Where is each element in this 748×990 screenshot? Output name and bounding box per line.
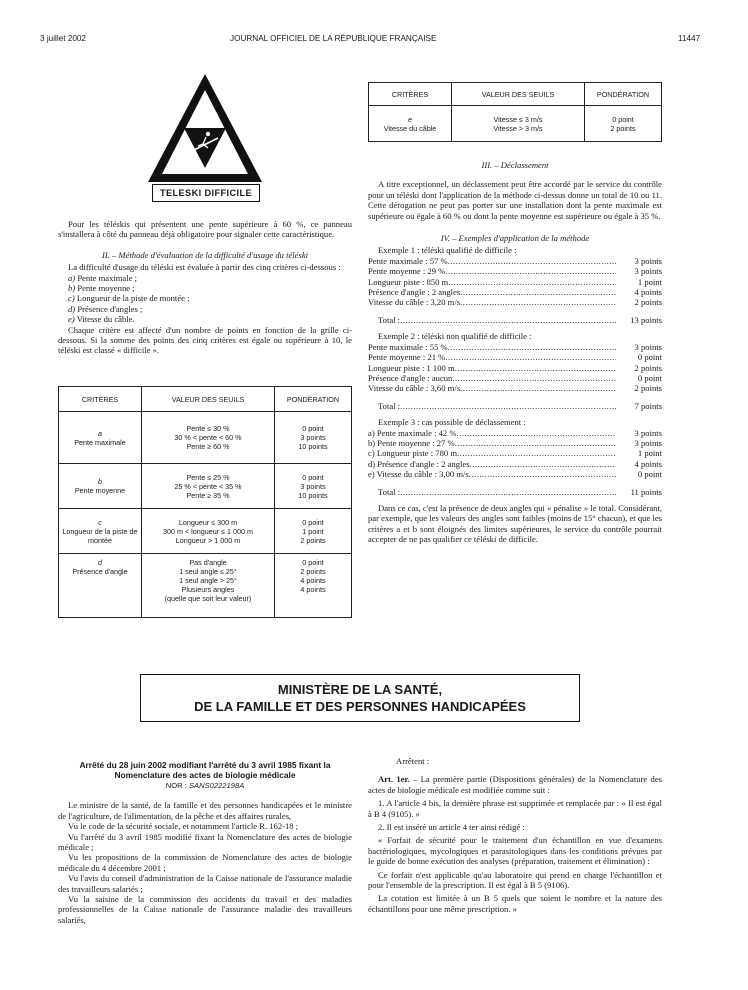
section-2-title: II. – Méthode d'évaluation de la difficulté d'usage du téléski xyxy=(101,249,309,260)
list-item: Longueur piste : 850 m ..... 1 point xyxy=(368,277,662,287)
arrete-paragraph: Vu l'avis du conseil d'administration de la Caisse nationale de l'assurance maladie des travailleurs salariés ; xyxy=(58,873,352,894)
quote-paragraph: « Forfait de sécurité pour le traitement d'un échantillon en vue d'examens bactériologiques, mycologiques et parasitologiques dans les conditions prévues par le guide de bonne exécution des analyses (préparation, traitement et élimination) : xyxy=(368,835,662,867)
example-2 xyxy=(368,331,662,411)
example-3 xyxy=(368,417,662,497)
list-item: d) Présence d'angles ; xyxy=(68,303,143,314)
article-1-item-2: 2. Il est inséré un article 4 ter ainsi rédigé : xyxy=(378,822,525,833)
table-row: b Pente moyenne Pente ≤ 25 % 25 % < pente < 35 % Pente ≥ 35 % 0 point 3 points 10 points xyxy=(59,464,352,509)
example-title: Exemple 1 : téléski qualifié de difficile : xyxy=(378,245,517,256)
list-item: Vitesse du câble : 3,60 m/s ..... 2 points xyxy=(368,383,662,393)
table-row: e Vitesse du câble Vitesse ≤ 3 m/s Vitesse > 3 m/s 0 point 2 points xyxy=(369,106,662,142)
list-item: a) Pente maximale : 42 % ..... 3 points xyxy=(368,428,662,438)
list-item: Pente maximale : 55 % ..... 3 points xyxy=(368,342,662,352)
table-header-row xyxy=(369,83,662,106)
example-1 xyxy=(368,245,662,325)
sign-label: TELESKI DIFFICILE xyxy=(152,184,260,202)
closing-paragraph: Dans ce cas, c'est la présence de deux angles qui « pénalise » le total. Considérant, par exemple, que les valeurs des angles sont faibles (moins de 15° chacun), et que les critères a et b sont éloignés des limites supérieures, le service du contrôle pourrait accepter de ne pas qualifier ce téléski de difficile. xyxy=(368,502,662,545)
criteria-list xyxy=(58,273,352,325)
header-journal: JOURNAL OFFICIEL DE LA RÉPUBLIQUE FRANÇAISE xyxy=(230,34,437,43)
list-item: b) Pente moyenne : 27 % ..... 3 points xyxy=(368,438,662,448)
arrete-left-column xyxy=(58,760,352,925)
total-row: Total : ..... 13 points xyxy=(368,315,662,325)
criteria-table xyxy=(58,386,352,618)
quote-paragraph: La cotation est limitée à un B 5 quels que soient le nombre et la nature des échantillons pour une même prescription. » xyxy=(368,893,662,914)
arrete-paragraph: Vu l'arrêté du 3 avril 1985 modifié fixant la Nomenclature des actes de biologie médicale ; xyxy=(58,831,352,853)
table-row: c Longueur de la piste de montée Longueur ≤ 300 m 300 m < longueur ≤ 1 000 m Longueur > 1 000 m 0 point 1 point 2 points xyxy=(59,509,352,554)
arretent-label: Arrêtent : xyxy=(396,756,430,766)
left-column xyxy=(58,219,352,356)
ministry-title-line-2: DE LA FAMILLE ET DES PERSONNES HANDICAPÉES xyxy=(194,699,526,714)
arrete-paragraph: Vu les propositions de la commission de Nomenclature des actes de biologie médicale du 4 décembre 2001 ; xyxy=(58,852,352,873)
example-title: Exemple 2 : téléski non qualifié de difficile : xyxy=(378,331,532,342)
list-item: Présence d'angle : aucun ..... 0 point xyxy=(368,373,662,383)
quote-paragraph: Ce forfait n'est applicable qu'au laboratoire qui prend en charge l'échantillon et pour l'ensemble de la prescription. Il est égal à B 5 (9106). xyxy=(368,869,662,891)
teleski-sign xyxy=(146,72,264,204)
column-header-weight: PONDÉRATION xyxy=(275,387,352,412)
table-row: a Pente maximale Pente ≤ 30 % 30 % < pente < 60 % Pente ≥ 60 % 0 point 3 points 10 points xyxy=(59,412,352,464)
ministry-title-line-1: MINISTÈRE DE LA SANTÉ, xyxy=(277,682,443,697)
arrete-paragraph: Vu la saisine de la commission des accidents du travail et des maladies professionnelles de la Caisse nationale de l'assurance maladie des travailleurs salariés, xyxy=(58,894,352,925)
total-row: Total : ..... 11 points xyxy=(368,487,662,497)
arrete-title: Arrêté du 28 juin 2002 modifiant l'arrêté du 3 avril 1985 fixant la Nomenclature des actes de biologie médicale xyxy=(79,760,331,780)
column-header-weight: PONDÉRATION xyxy=(585,83,662,106)
list-item: a) Pente maximale ; xyxy=(68,272,137,283)
column-header-threshold: VALEUR DES SEUILS xyxy=(142,387,275,412)
article-1: Art. 1er. – La première partie (Dispositions générales) de la Nomenclature des actes de biologie médicale est modifiée comme suit : xyxy=(368,774,662,795)
column-header-threshold: VALEUR DES SEUILS xyxy=(452,83,585,106)
list-item: c) Longueur piste : 780 m ..... 1 point xyxy=(368,448,662,458)
list-item: Pente maximale : 57 % ..... 3 points xyxy=(368,256,662,266)
list-item: Pente moyenne : 29 % ..... 3 points xyxy=(368,266,662,276)
arrete-paragraph: Le ministre de la santé, de la famille et des personnes handicapées et le ministre de l'agriculture, de l'alimentation, de la pêche et des affaires rurales, xyxy=(58,800,352,821)
list-item: e) Vitesse du câble : 3,00 m/s ..... 0 point xyxy=(368,469,662,479)
list-item: Longueur piste : 1 100 m ..... 2 points xyxy=(368,363,662,373)
article-1-label: Art. 1er. xyxy=(378,774,410,785)
arrete-right-column xyxy=(368,756,662,914)
header-date: 3 juillet 2002 xyxy=(40,34,86,43)
speed-table xyxy=(368,82,662,142)
article-1-item-1: 1. A l'article 4 bis, la dernière phrase est supprimée et remplacée par : « Il est égal à B 4 (9105). » xyxy=(368,798,662,819)
example-title: Exemple 3 : cas possible de déclassement : xyxy=(378,417,526,428)
list-item: Pente moyenne : 21 % ..... 0 point xyxy=(368,352,662,362)
section-2-intro: La difficulté d'usage du téléski est évaluée à partir des cinq critères ci-dessous : xyxy=(68,262,341,273)
arrete-paragraph: Vu le code de la sécurité sociale, et notamment l'article R. 162-18 ; xyxy=(68,821,299,832)
column-header-criteria: CRITÈRES xyxy=(59,387,142,412)
section-3-paragraph: A titre exceptionnel, un déclassement peut être accordé par le service du contrôle pour un téléski dont l'application de la méthode ci-dessus donne un total de 10 ou 11. Cette dérogation ne peut pas porter sur une installation dont la pente maximale est supérieure ou égale à 60 % ou dont la pente moyenne est supérieure ou égale à 35 %. xyxy=(368,179,662,221)
warning-triangle-skier-icon xyxy=(146,72,264,184)
section-4-title: IV. – Exemples d'application de la méthode xyxy=(440,233,590,244)
total-row: Total : ..... 7 points xyxy=(368,401,662,411)
column-header-criteria: CRITÈRES xyxy=(369,83,452,106)
table-header-row xyxy=(59,387,352,412)
list-item: b) Pente moyenne ; xyxy=(68,283,135,294)
section-3-title: III. – Déclassement xyxy=(481,160,549,170)
intro-paragraph: Pour les téléskis qui présentent une pente supérieure à 60 %, ce panneau s'installera à côté du panneau déjà obligatoire pour signaler cette caractéristique. xyxy=(58,219,352,240)
list-item: d) Présence d'angle : 2 angles ..... 4 points xyxy=(368,459,662,469)
right-column xyxy=(368,160,662,545)
table-row: d Présence d'angle Pas d'angle 1 seul angle ≤ 25° 1 seul angle > 25° Plusieurs angles (quelle que soit leur valeur) 0 point 2 points 4 points 4 points xyxy=(59,554,352,618)
ministry-banner xyxy=(140,674,580,722)
nor-reference: NOR : SANS0222198A xyxy=(165,781,245,790)
header-page-number: 11447 xyxy=(678,34,701,43)
list-item: Vitesse du câble : 3,20 m/s ..... 2 points xyxy=(368,297,662,307)
list-item: Présence d'angle : 2 angles ..... 4 points xyxy=(368,287,662,297)
list-item: e) Vitesse du câble. xyxy=(68,314,135,325)
list-item: c) Longueur de la piste de montée ; xyxy=(68,293,190,304)
section-2-grid-paragraph: Chaque critère est affecté d'un nombre de points en fonction de la grille ci-dessous. Si la somme des points des cinq critères est égale ou supérieure à 10, le téléski est classé « difficile ». xyxy=(58,324,352,356)
